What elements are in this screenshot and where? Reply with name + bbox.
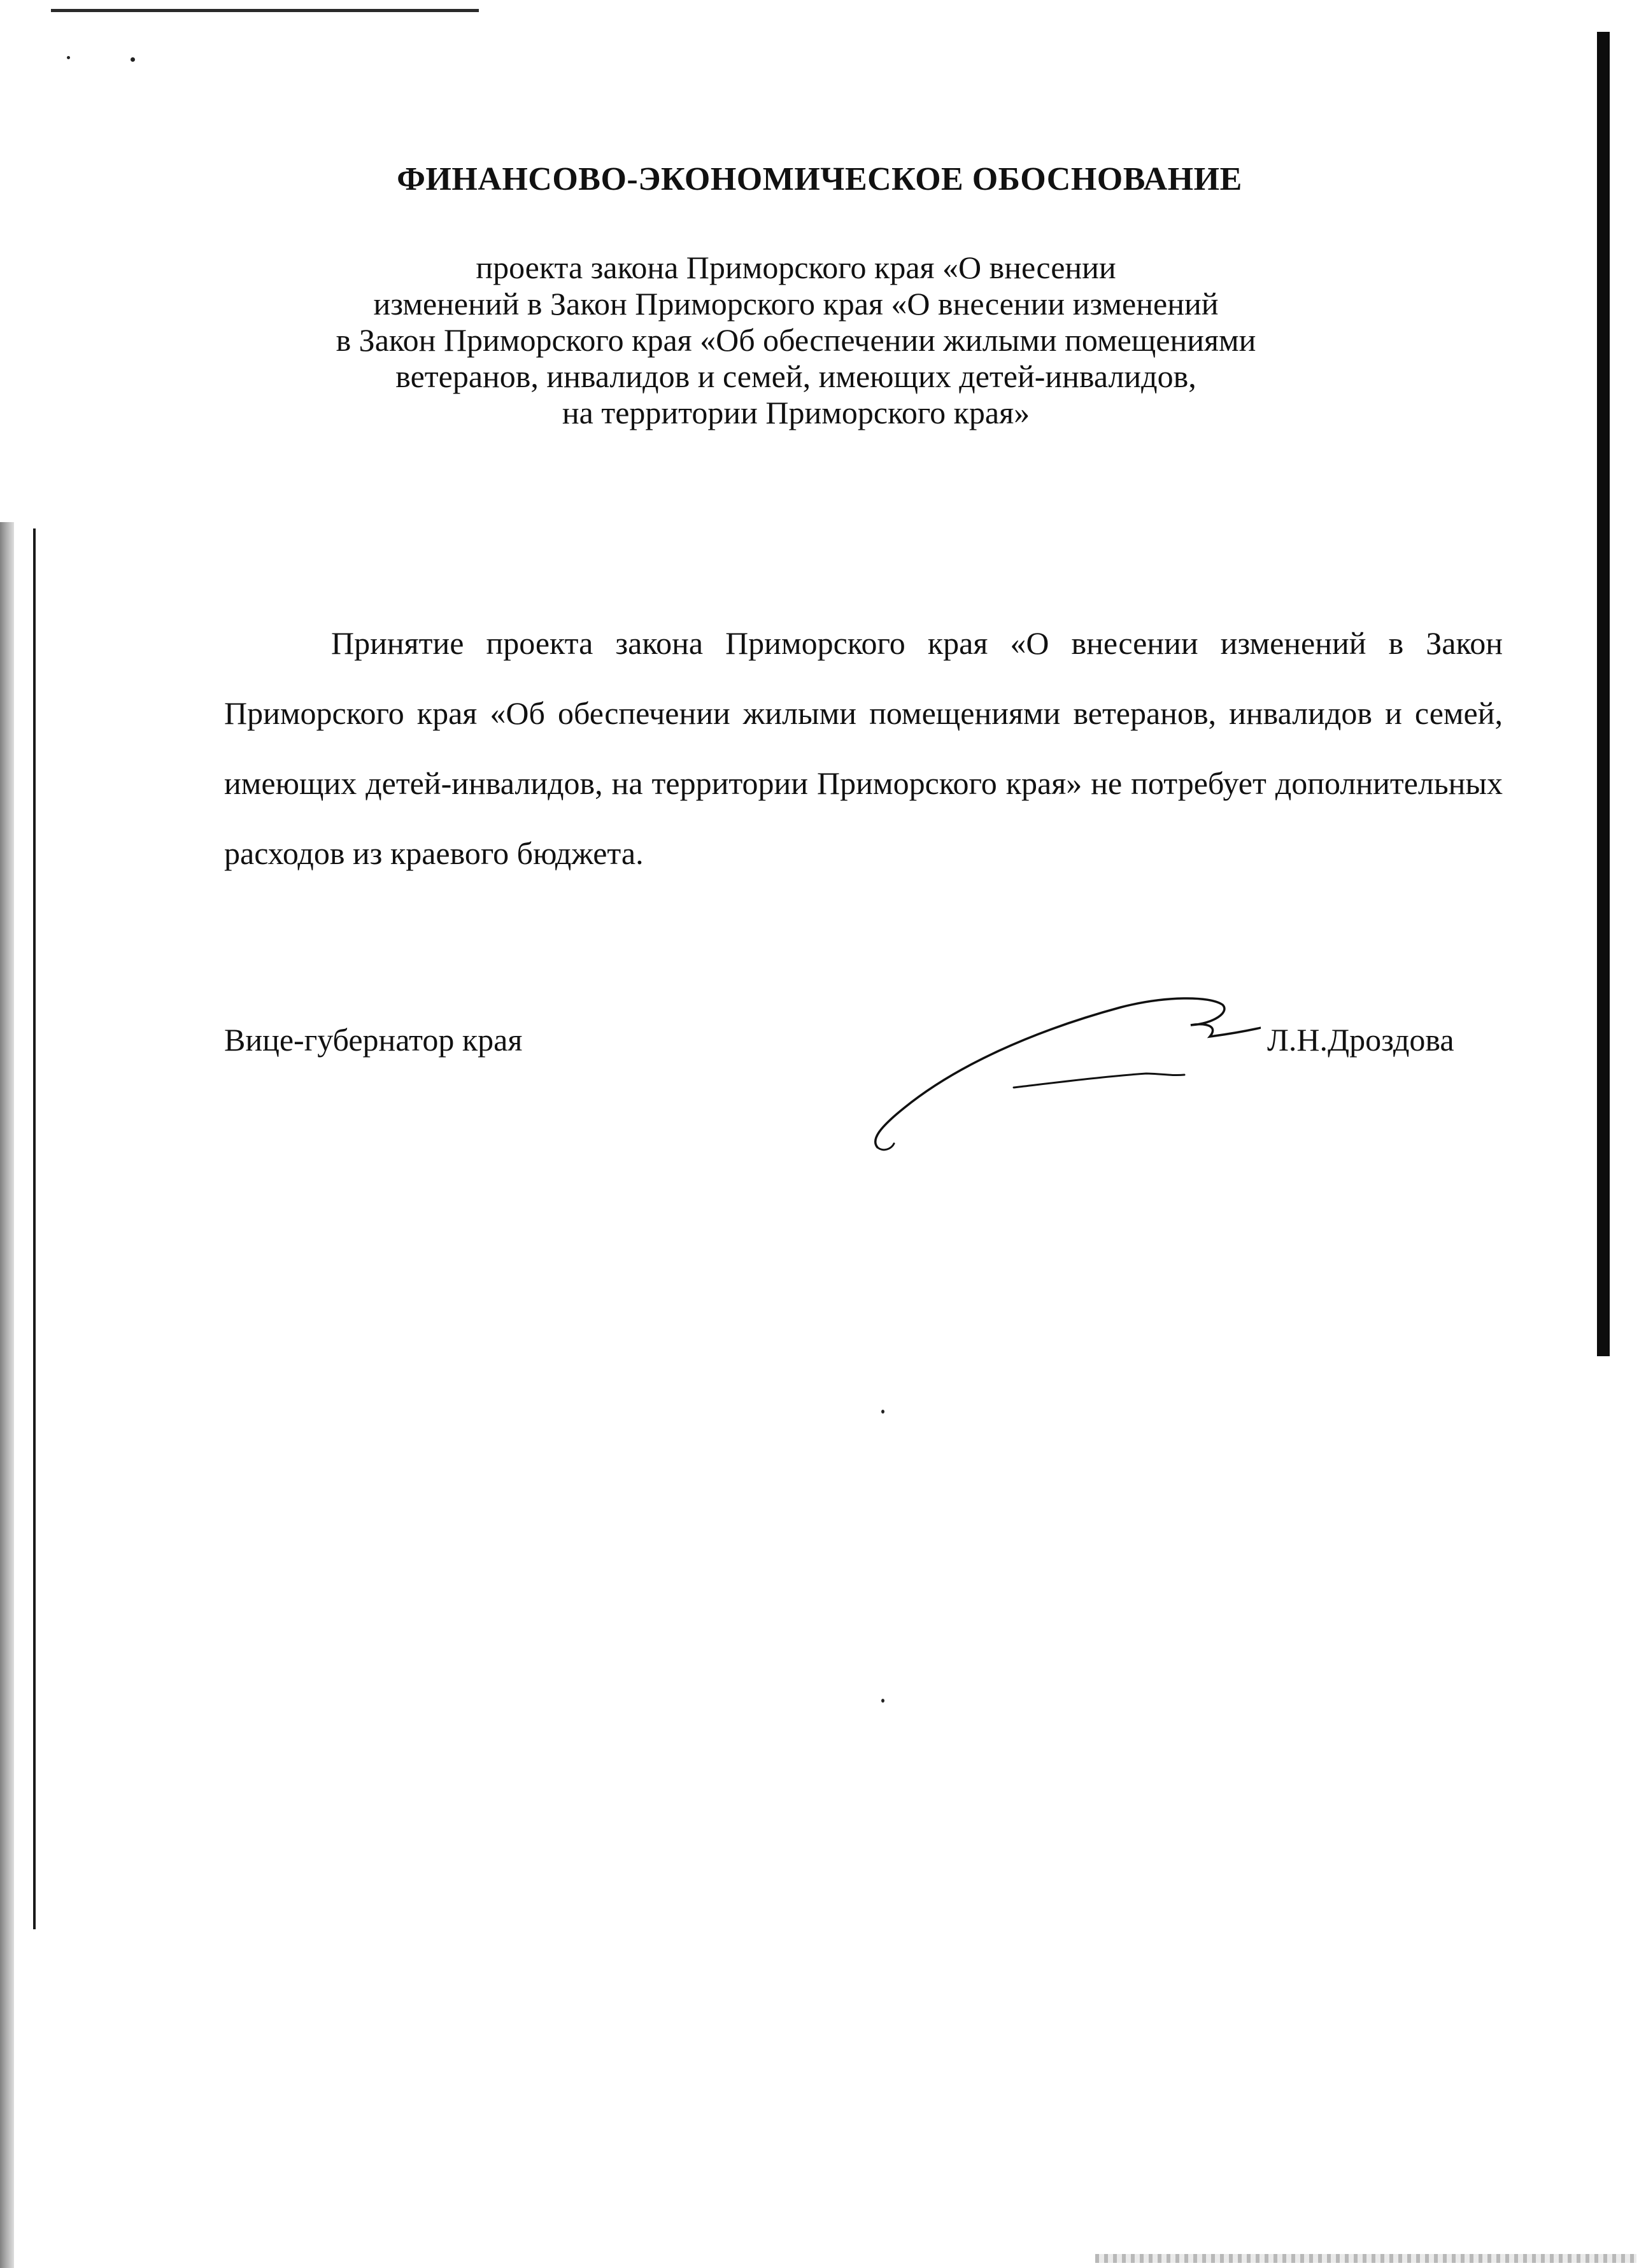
scan-speck: [67, 56, 70, 59]
subtitle-line: в Закон Приморского края «Об обеспечении жилыми помещениями: [336, 322, 1256, 358]
subtitle-line: на территории Приморского края»: [562, 395, 1030, 430]
subtitle-line: ветеранов, инвалидов и семей, имеющих детей-инвалидов,: [395, 358, 1196, 394]
scan-artifact-bottom-noise: [1095, 2254, 1636, 2263]
signer-position: Вице-губернатор края: [224, 1022, 523, 1058]
document-subtitle: [191, 250, 1401, 431]
scan-speck: [881, 1699, 884, 1703]
subtitle-line: изменений в Закон Приморского края «О внесении изменений: [373, 286, 1219, 322]
subtitle-line: проекта закона Приморского края «О внесении: [476, 250, 1116, 285]
scan-artifact-top-line: [51, 9, 479, 12]
signer-name: Л.Н.Дроздова: [1267, 1022, 1454, 1058]
scan-artifact-left-edge: [0, 522, 14, 2268]
scan-artifact-left-line: [33, 528, 36, 1929]
scan-artifact-right-bar: [1597, 32, 1610, 1356]
body-paragraph: Принятие проекта закона Приморского края «О внесении изменений в Закон Приморского края «Об обеспечении жилыми помещениями ветеранов, инвалидов и семей, имеющих детей-инвалидов, на территории Приморского края» не потребует дополнительных расходов из краевого бюджета.: [224, 625, 1503, 871]
scan-speck: [881, 1410, 884, 1414]
scan-speck: [131, 57, 135, 62]
handwritten-signature: [866, 981, 1261, 1159]
document-title: ФИНАНСОВО-ЭКОНОМИЧЕСКОЕ ОБОСНОВАНИЕ: [397, 161, 1242, 197]
